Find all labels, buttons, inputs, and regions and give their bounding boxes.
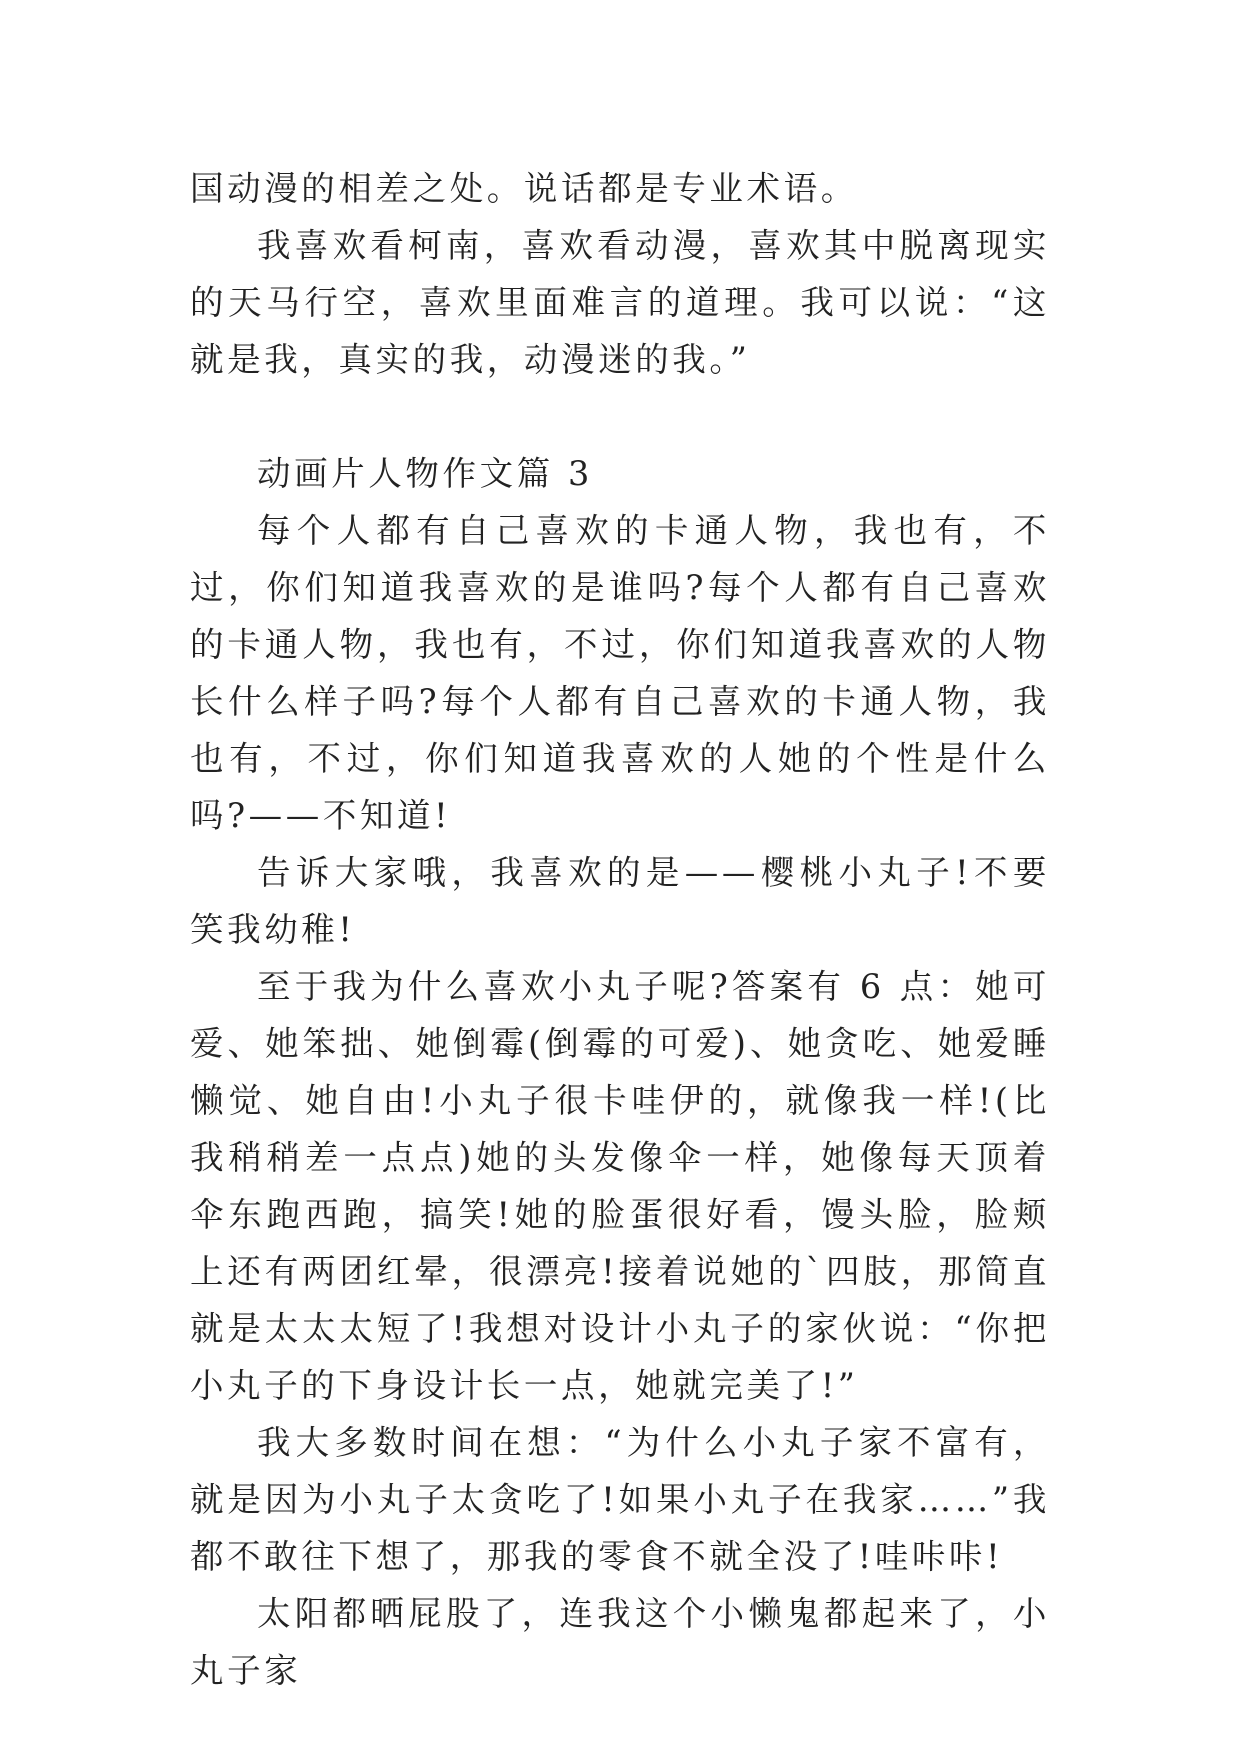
blank-line <box>190 388 1050 445</box>
body-text <box>190 160 1050 1699</box>
paragraph: 太阳都晒屁股了，连我这个小懒鬼都起来了，小丸子家 <box>190 1594 1050 1690</box>
paragraph: 我大多数时间在想：“为什么小丸子家不富有，就是因为小丸子太贪吃了!如果小丸子在我家……”我都不敢往下想了，那我的零食不就全没了!哇咔咔! <box>190 1423 1050 1576</box>
paragraph: 至于我为什么喜欢小丸子呢?答案有 6 点：她可爱、她笨拙、她倒霉(倒霉的可爱)、她贪吃、她爱睡懒觉、她自由!小丸子很卡哇伊的，就像我一样!(比我稍稍差一点点)她的头发像伞一样，她像每天顶着伞东跑西跑，搞笑!她的脸蛋很好看，馒头脸，脸颊上还有两团红晕，很漂亮!接着说她的`四肢，那简直就是太太太短了!我想对设计小丸子的家伙说：“你把小丸子的下身设计长一点，她就完美了!” <box>190 967 1050 1405</box>
paragraph-continuation: 国动漫的相差之处。说话都是专业术语。 <box>190 169 858 208</box>
section-title: 动画片人物作文篇 3 <box>257 454 593 493</box>
paragraph: 每个人都有自己喜欢的卡通人物，我也有，不过，你们知道我喜欢的是谁吗?每个人都有自己喜欢的卡通人物，我也有，不过，你们知道我喜欢的人物长什么样子吗?每个人都有自己喜欢的卡通人物，我也有，不过，你们知道我喜欢的人她的个性是什么吗?——不知道! <box>190 511 1050 835</box>
paragraph: 我喜欢看柯南，喜欢看动漫，喜欢其中脱离现实的天马行空，喜欢里面难言的道理。我可以说：“这就是我，真实的我，动漫迷的我。” <box>190 226 1050 379</box>
paragraph: 告诉大家哦，我喜欢的是——樱桃小丸子!不要笑我幼稚! <box>190 853 1050 949</box>
